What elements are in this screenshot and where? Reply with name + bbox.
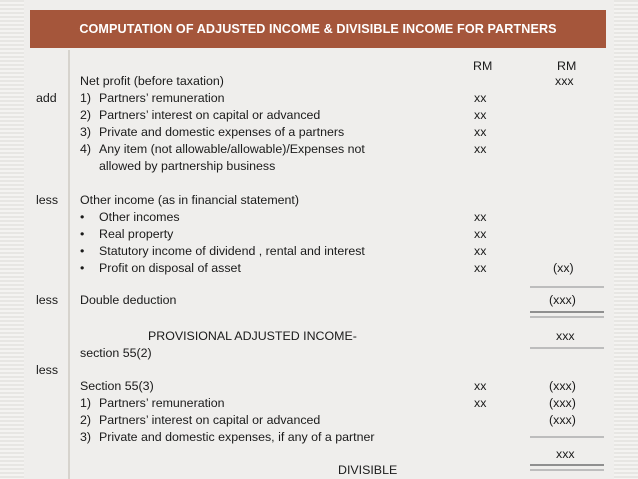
less-tag: less [36, 293, 59, 307]
underline-rule [530, 464, 604, 466]
underline-rule [530, 311, 604, 313]
list-item-rm1: xx [474, 91, 487, 105]
right-decorative-stripe [614, 0, 638, 479]
list-item-text: Private and domestic expenses, if any of a partner [99, 430, 375, 444]
section-553-label: Section 55(3) [80, 379, 154, 393]
list-item-text-continued: allowed by partnership business [99, 159, 276, 173]
list-item-rm1: xx [474, 108, 487, 122]
divisible-amount: xxx [556, 447, 575, 461]
bullet: • [80, 244, 85, 258]
bullet: • [80, 210, 85, 224]
list-item-text: Other incomes [99, 210, 180, 224]
list-item-rm1: xx [474, 142, 487, 156]
list-item-text: Partners’ interest on capital or advanced [99, 108, 321, 122]
net-profit-label: Net profit (before taxation) [80, 74, 224, 88]
list-item-rm2: (xxx) [549, 396, 576, 410]
underline-rule [530, 347, 604, 349]
table-title-bar [30, 10, 606, 48]
double-deduction-label: Double deduction [80, 293, 177, 307]
list-item-rm1: xx [474, 125, 487, 139]
column-divider [68, 50, 70, 479]
left-decorative-stripe [0, 0, 24, 479]
list-item-rm2: (xx) [553, 261, 574, 275]
less-tag: less [36, 363, 59, 377]
divisible-label: DIVISIBLE [338, 463, 398, 477]
underline-rule [530, 286, 604, 288]
double-deduction-amount: (xxx) [549, 293, 576, 307]
provisional-adjusted-income-amount: xxx [556, 329, 575, 343]
rm-column-header-2: RM [557, 59, 577, 73]
rm-column-header-1: RM [473, 59, 493, 73]
list-item-rm2: (xxx) [549, 379, 576, 393]
list-item-num: 3) [80, 125, 92, 139]
list-item-num: 4) [80, 142, 92, 156]
underline-rule [530, 436, 604, 438]
list-item-num: 3) [80, 430, 92, 444]
provisional-adjusted-income-label: PROVISIONAL ADJUSTED INCOME- [148, 329, 357, 343]
list-item-text: Partners’ remuneration [99, 396, 225, 410]
list-item-rm1: xx [474, 396, 487, 410]
list-item-rm1: xx [474, 210, 487, 224]
underline-rule [530, 316, 604, 318]
less-tag: less [36, 193, 59, 207]
add-tag: add [36, 91, 57, 105]
list-item-num: 1) [80, 91, 92, 105]
list-item-rm1: xx [474, 261, 487, 275]
list-item-text: Private and domestic expenses of a partners [99, 125, 345, 139]
bullet: • [80, 261, 85, 275]
net-profit-amount: xxx [555, 74, 574, 88]
bullet: • [80, 227, 85, 241]
list-item-text: Partners’ interest on capital or advanced [99, 413, 321, 427]
list-item-text: Profit on disposal of asset [99, 261, 241, 275]
list-item-text: Statutory income of dividend , rental and interest [99, 244, 365, 258]
list-item-rm1: xx [474, 227, 487, 241]
underline-rule [530, 469, 604, 471]
list-item-rm1: xx [474, 379, 487, 393]
list-item-rm1: xx [474, 244, 487, 258]
other-income-label: Other income (as in financial statement) [80, 193, 299, 207]
list-item-text: Any item (not allowable/allowable)/Expenses not [99, 142, 365, 156]
list-item-rm2: (xxx) [549, 413, 576, 427]
table-title: COMPUTATION OF ADJUSTED INCOME & DIVISIBLE INCOME FOR PARTNERS [79, 22, 557, 36]
list-item-text: Partners’ remuneration [99, 91, 225, 105]
list-item-text: Real property [99, 227, 174, 241]
list-item-num: 2) [80, 108, 92, 122]
computation-table [30, 50, 606, 479]
list-item-num: 2) [80, 413, 92, 427]
provisional-section-label: section 55(2) [80, 346, 152, 360]
list-item-num: 1) [80, 396, 92, 410]
